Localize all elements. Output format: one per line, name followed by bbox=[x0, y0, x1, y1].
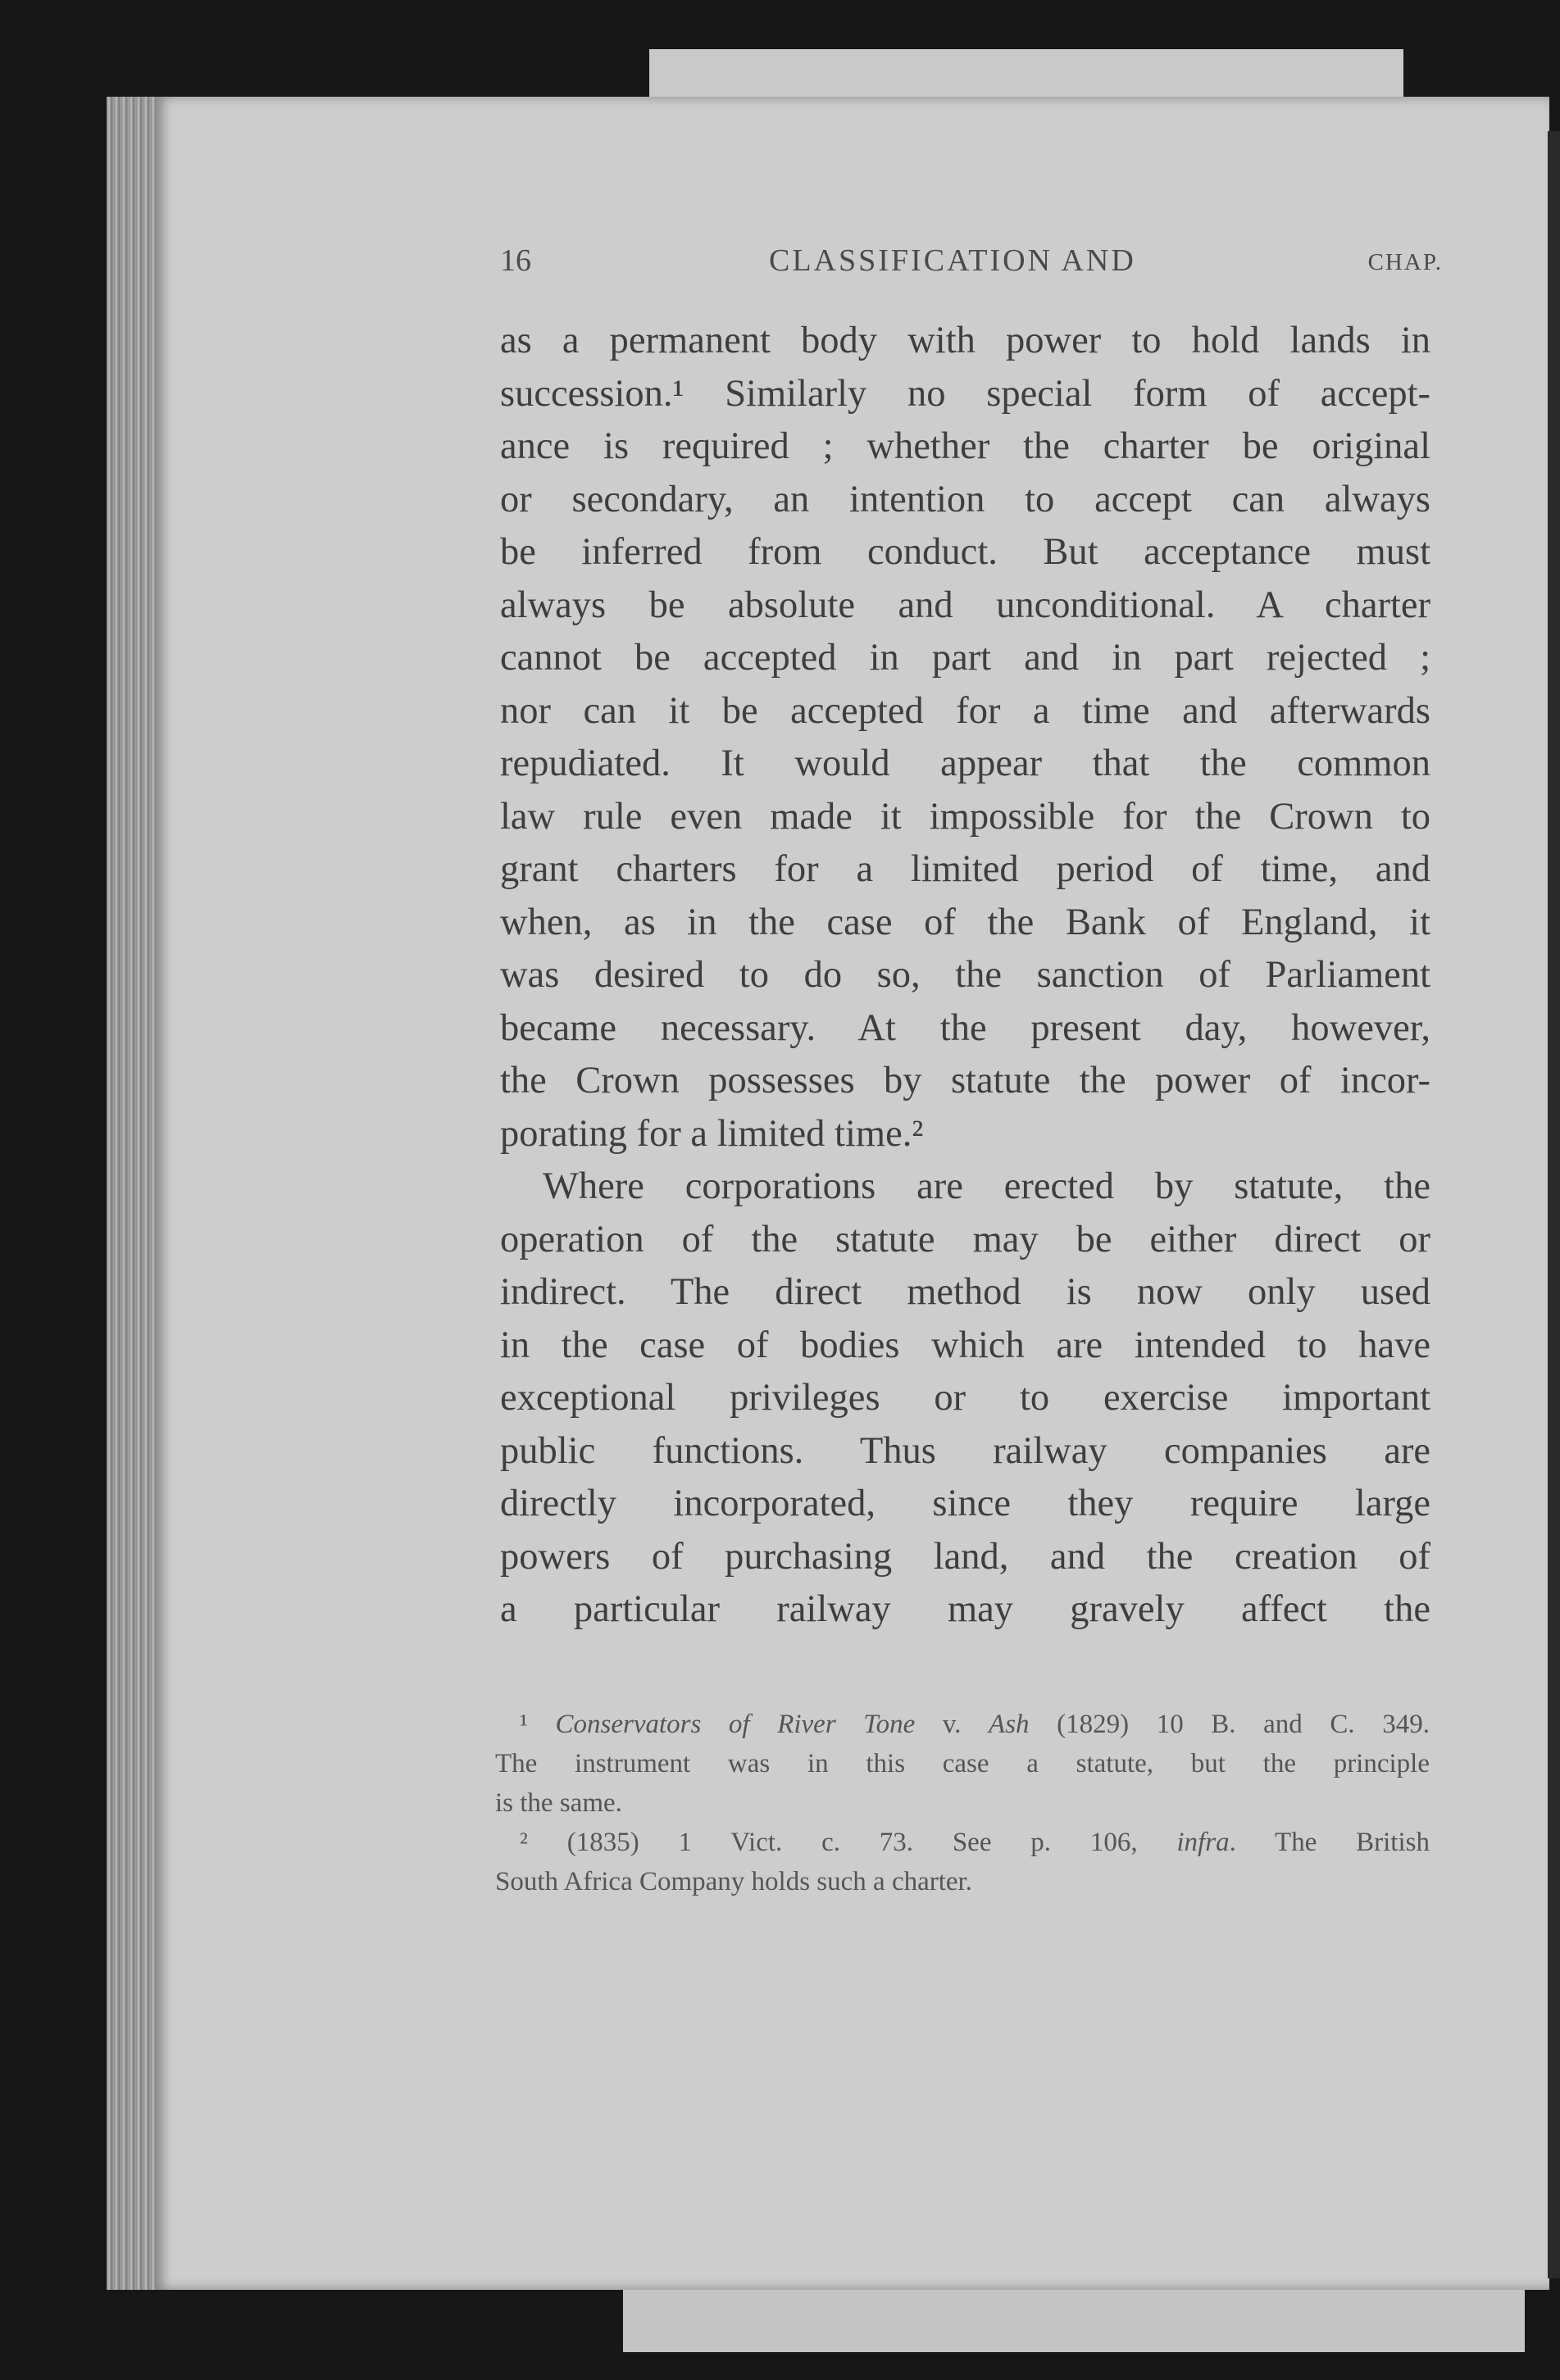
text-line: nor can it be accepted for a time and afterwards bbox=[500, 689, 1430, 732]
text-line: grant charters for a limited period of time, and bbox=[500, 848, 1430, 890]
text-line: exceptional privileges or to exercise important bbox=[500, 1377, 1430, 1419]
footnote-1-line bbox=[495, 1705, 1430, 1744]
footnote-1-line-3: is the same. bbox=[495, 1788, 622, 1818]
footnote-1-party: Ash bbox=[989, 1710, 1030, 1739]
body-text bbox=[500, 315, 1430, 1637]
footnote-1-case-name: Conservators of River Tone bbox=[555, 1710, 916, 1739]
text-line: indirect. The direct method is now only used bbox=[500, 1271, 1430, 1313]
text-line: operation of the statute may be either direct or bbox=[500, 1218, 1430, 1260]
page-number: 16 bbox=[500, 243, 531, 278]
text-line: as a permanent body with power to hold lands in bbox=[500, 320, 1430, 361]
footnote-2-marker: ² bbox=[520, 1828, 528, 1857]
text-line: public functions. Thus railway companies are bbox=[500, 1429, 1430, 1472]
footnote-1-marker: ¹ bbox=[520, 1710, 528, 1739]
text-line: ance is required ; whether the charter be original bbox=[500, 425, 1430, 467]
running-header bbox=[500, 243, 1443, 285]
text-line: succession.¹ Similarly no special form of accept- bbox=[500, 372, 1430, 415]
text-line: became necessary. At the present day, however, bbox=[500, 1006, 1430, 1049]
footnote-1-versus: v. bbox=[915, 1710, 989, 1739]
text-line: powers of purchasing land, and the creation of bbox=[500, 1535, 1430, 1578]
text-line: law rule even made it impossible for the Crown to bbox=[500, 795, 1430, 838]
text-line: the Crown possesses by statute the power of incor- bbox=[500, 1060, 1430, 1101]
text-line: directly incorporated, since they require large bbox=[500, 1483, 1430, 1524]
text-line: in the case of bodies which are intended to have bbox=[500, 1324, 1430, 1366]
footnote-1-citation: (1829) 10 B. and C. 349. bbox=[1029, 1710, 1430, 1739]
footnote-2-rest: . The British bbox=[1229, 1828, 1430, 1857]
text-line: when, as in the case of the Bank of England, it bbox=[500, 901, 1430, 943]
text-line: be inferred from conduct. But acceptance must bbox=[500, 531, 1430, 573]
paragraph-start-line: Where corporations are erected by statute, the bbox=[543, 1165, 1430, 1207]
running-title: CLASSIFICATION AND bbox=[769, 243, 1136, 278]
text-line: was desired to do so, the sanction of Parliament bbox=[500, 954, 1430, 996]
paragraph-end-line: porating for a limited time.² bbox=[500, 1112, 924, 1155]
text-line: cannot be accepted in part and in part rejected ; bbox=[500, 637, 1430, 679]
text-line: repudiated. It would appear that the common bbox=[500, 743, 1430, 784]
chapter-label: CHAP. bbox=[1367, 249, 1443, 275]
text-line: always be absolute and unconditional. A charter bbox=[500, 584, 1430, 626]
footnote-1-line-2: The instrument was in this case a statute, but the principle bbox=[495, 1749, 1430, 1778]
text-line: or secondary, an intention to accept can always bbox=[500, 478, 1430, 520]
footnote-2-line-2: South Africa Company holds such a charter. bbox=[495, 1867, 972, 1896]
footnote-2-infra: infra bbox=[1176, 1828, 1230, 1857]
footnote-2-line bbox=[495, 1823, 1430, 1862]
text-line: a particular railway may gravely affect the bbox=[500, 1588, 1430, 1630]
right-page-shadow bbox=[1548, 131, 1560, 2278]
footnotes bbox=[495, 1705, 1430, 1901]
footnote-2-text: (1835) 1 Vict. c. 73. See p. 106, bbox=[527, 1828, 1177, 1857]
